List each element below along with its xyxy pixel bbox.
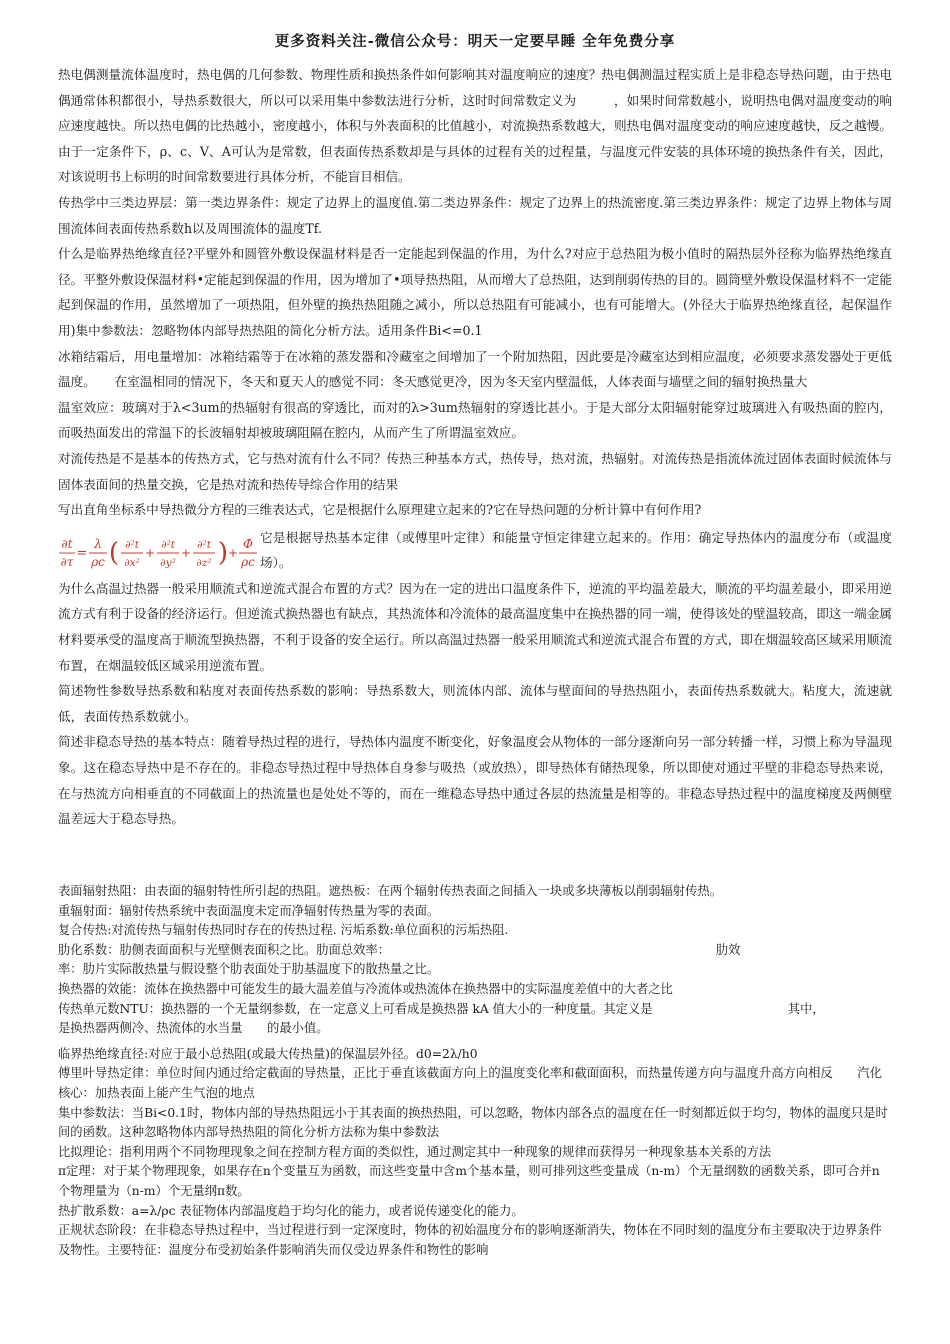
eq-source-den: ρc bbox=[241, 554, 255, 569]
heat-equation-formula bbox=[58, 534, 258, 576]
paragraph-unsteady-conduction: 简述非稳态导热的基本特点：随着导热过程的进行，导热体内温度不断变化，好象温度会从物体的一部分逐渐向另一部分转播一样，习惯上称为导温现象。这在稳态导热中是不存在的。非稳态导热过程中导热体自身参与吸热（或放热），即导热体有储热现象，所以即使对通过平壁的非稳态导热来说，在与热流方向相垂直的不同截面上的热流量也是处处不等的，而在一维稳态导热中通过各层的热流量是相等的。非稳态导热过程中的温度梯度及两侧壁温差远大于稳态导热。 bbox=[58, 734, 892, 827]
paragraph-fridge-frost: 冰箱结霜后，用电量增加：冰箱结霜等于在冰箱的蒸发器和冷藏室之间增加了一个附加热阻，因此要是冷藏室达到相应温度，必须要求蒸发器处于更低温度。 在室温相同的情况下，冬天和夏天人的感觉不同：冬天感觉更冷，因为冬天室内壁温低，人体表面与墙壁之间的辐射换热量大 bbox=[58, 348, 892, 390]
eq-lhs-den: ∂τ bbox=[60, 554, 74, 569]
paragraph-boundary-conditions: 传热学中三类边界层：第一类边界条件：规定了边界上的温度值.第二类边界条件：规定了边界上的热流密度.第三类边界条件：规定了边界上物体与周围流体间表面传热系数h以及周围流体的温度Tf. bbox=[58, 194, 892, 236]
definitions-section bbox=[58, 882, 892, 1260]
eq-coef-num: λ bbox=[94, 536, 102, 551]
def-reradiating-surface: 重辐射面：辐射传热系统中表面温度未定而净辐射传热量为零的表面。 bbox=[58, 903, 440, 918]
eq-source-num: Φ̇ bbox=[243, 536, 253, 551]
heat-equation-line bbox=[58, 525, 892, 576]
eq-term2-den: ∂y² bbox=[160, 556, 176, 569]
eq-equals: = bbox=[76, 545, 88, 561]
paragraph-greenhouse: 温室效应：玻璃对于λ<3um的热辐射有很高的穿透比，而对的λ>3um热辐射的穿透比甚小。于是大部分太阳辐射能穿过玻璃进入有吸热面的腔内，而吸热面发出的常温下的长波辐射却被玻璃阻隔在腔内，从而产生了所谓温室效应。 bbox=[58, 399, 892, 441]
def-heat-exchanger-effectiveness: 换热器的效能：流体在换热器中可能发生的最大温差值与冷流体或热流体在换热器中的实际温度差值中的大者之比 bbox=[58, 981, 673, 996]
def-ntu: 传热单元数NTU：换热器的一个无量纲参数，在一定意义上可看成是换热器 kA 值大小的一种度量。其定义是 其中， bbox=[58, 1001, 825, 1016]
paragraph-property-effects: 简述物性参数导热系数和粘度对表面传热系数的影响：导热系数大，则流体内部、流体与壁面间的导热热阻小，表面传热系数就大。粘度大，流速就低，表面传热系数就小。 bbox=[58, 683, 892, 724]
def-fin-coefficient: 肋化系数：肋侧表面面积与光壁侧表面积之比。肋面总效率： 肋效 bbox=[58, 942, 741, 957]
eq-lhs-num: ∂t bbox=[61, 536, 73, 551]
eq-term3-num: ∂²t bbox=[197, 538, 211, 551]
def-thermal-diffusivity: 热扩散系数：a=λ/ρc 表征物体内部温度趋于均匀化的能力，或者说传递变化的能力。 bbox=[58, 1203, 524, 1218]
def-ntu-continued: 是换热器两侧冷、热流体的水当量 的最小值。 bbox=[58, 1021, 329, 1036]
paragraph-critical-insulation: 什么是临界热绝缘直径?平壁外和圆管外敷设保温材料是否一定能起到保温的作用，为什么?对应于总热阻为极小值时的隔热层外径称为临界热绝缘直径。平整外敷设保温材料•定能起到保温的作用，因为增加了•项导热热阻，从而增大了总热阻，达到削弱传热的目的。圆筒壁外敷设保温材料不一定能起到保温的作用，虽然增加了一项热阻，但外壁的换热热阻随之减小，所以总热阻有可能减小，也有可能增大。(外径大于临界热绝缘直径，起保温作用)集中参数法：忽略物体内部导热热阻的简化分析方法。适用条件Bi<=0.1 bbox=[58, 246, 892, 338]
def-surface-radiation-resistance: 表面辐射热阻：由表面的辐射特性所引起的热阻。遮热板：在两个辐射传热表面之间插入一块或多块薄板以削弱辐射传热。 bbox=[58, 884, 723, 898]
def-lumped-parameter: 集中参数法：当Bi<0.1时，物体内部的导热热阻远小于其表面的换热热阻，可以忽略，物体内部各点的温度在任一时刻都近似于均匀，物体的温度只是时间的函数。这种忽略物体内部导热热阻的简化分析方法称为集中参数法 bbox=[58, 1105, 888, 1140]
eq-plus-2: + bbox=[180, 545, 192, 560]
page-header: 更多资料关注-微信公众号：明天一定要早睡 全年免费分享 bbox=[274, 33, 676, 50]
def-fourier-law: 傅里叶导热定律：单位时间内通过给定截面的导热量，正比于垂直该截面方向上的温度变化率和截面面积，而热量传递方向与温度升高方向相反 汽化核心：加热表面上能产生气泡的地点 bbox=[58, 1066, 882, 1100]
eq-term1-den: ∂x² bbox=[124, 556, 140, 569]
heat-equation-explanation: 它是根据导热基本定律（或傅里叶定律）和能量守恒定律建立起来的。作用：确定导热体内的温度分布（或温度场）。 bbox=[260, 529, 892, 571]
def-combined-heat-transfer: 复合传热:对流传热与辐射传热同时存在的传热过程. 污垢系数:单位面积的污垢热阻. bbox=[58, 923, 509, 938]
paragraph-thermocouple: 热电偶测量流体温度时，热电偶的几何参数、物理性质和换热条件如何影响其对温度响应的速度？热电偶测温过程实质上是非稳态导热问题，由于热电偶通常体积都很小，导热系数很大，所以可以采用集中参数法进行分析，这时时间常数定义为 ，如果时间常数越小，说明热电偶对温度变动的响应速度越快。所以热电偶的比热越小，密度越小，体积与外表面积的比值越小，对流换热系数越大，则热电偶对温度变动的响应速度越快，反之越慢。由于一定条件下，ρ、c、V、A可认为是常数，但表面传热系数却是与具体的过程有关的过程量，与温度元件安装的具体环境的换热条件有关，因此，对该说明书上标明的时间常数要进行具体分析，不能盲目相信。 bbox=[58, 67, 892, 185]
def-critical-insulation-diameter: 临界热绝缘直径:对应于最小总热阻(或最大传热量)的保温层外径。d0=2λ/h0 bbox=[58, 1046, 478, 1061]
eq-plus-3: + bbox=[227, 545, 239, 560]
paragraph-superheater: 为什么高温过热器一般采用顺流式和逆流式混合布置的方式？因为在一定的进出口温度条件下，逆流的平均温差最大，顺流的平均温差最小，即采用逆流方式有利于设备的经济运行。但逆流式换热器也有缺点，其热流体和冷流体的最高温度集中在换热器的同一端，使得该处的壁温较高，即这一端金属材料要承受的温度高于顺流型换热器，不利于设备的安全运行。所以高温过热器一般采用顺流式和逆流式混合布置的方式，即在烟温较高区域采用顺流布置，在烟温较低区域采用逆流布置。 bbox=[58, 580, 892, 673]
def-analogy-theory: 比拟理论：指利用两个不同物理现象之间在控制方程方面的类似性，通过测定其中一种现象的规律而获得另一种现象基本关系的方法 bbox=[58, 1144, 772, 1159]
def-fin-efficiency: 率：肋片实际散热量与假设整个肋表面处于肋基温度下的散热量之比。 bbox=[58, 962, 440, 977]
def-regular-regime: 正规状态阶段：在非稳态导热过程中，当过程进行到一定深度时，物体的初始温度分布的影响逐渐消失，物体在不同时刻的温度分布主要取决于边界条件及物性。主要特征：温度分布受初始条件影响消失而仅受边界条件和物性的影响 bbox=[58, 1223, 882, 1257]
eq-plus-1: + bbox=[144, 545, 156, 560]
paragraph-heat-equation-question: 写出直角坐标系中导热微分方程的三维表达式，它是根据什么原理建立起来的?它在导热问题的分析计算中有何作用? bbox=[58, 502, 702, 518]
eq-paren-open: ( bbox=[108, 537, 120, 568]
eq-term2-num: ∂²t bbox=[161, 538, 175, 551]
qa-section bbox=[58, 62, 892, 832]
eq-paren-close: ) bbox=[217, 537, 229, 568]
paragraph-convection: 对流传热是不是基本的传热方式，它与热对流有什么不同？传热三种基本方式，热传导，热对流，热辐射。对流传热是指流体流过固体表面时候流体与固体表面间的热量交换，它是热对流和热传导综合作用的结果 bbox=[58, 450, 892, 492]
def-pi-theorem: π定理：对于某个物理现象，如果存在n个变量互为函数，而这些变量中含m个基本量，则可排列这些变量成（n-m）个无量纲数的函数关系，即可合并n个物理量为（n-m）个无量纲π数。 bbox=[58, 1164, 880, 1198]
eq-term3-den: ∂z² bbox=[196, 556, 212, 569]
eq-term1-num: ∂²t bbox=[125, 538, 139, 551]
eq-coef-den: ρc bbox=[91, 554, 105, 569]
